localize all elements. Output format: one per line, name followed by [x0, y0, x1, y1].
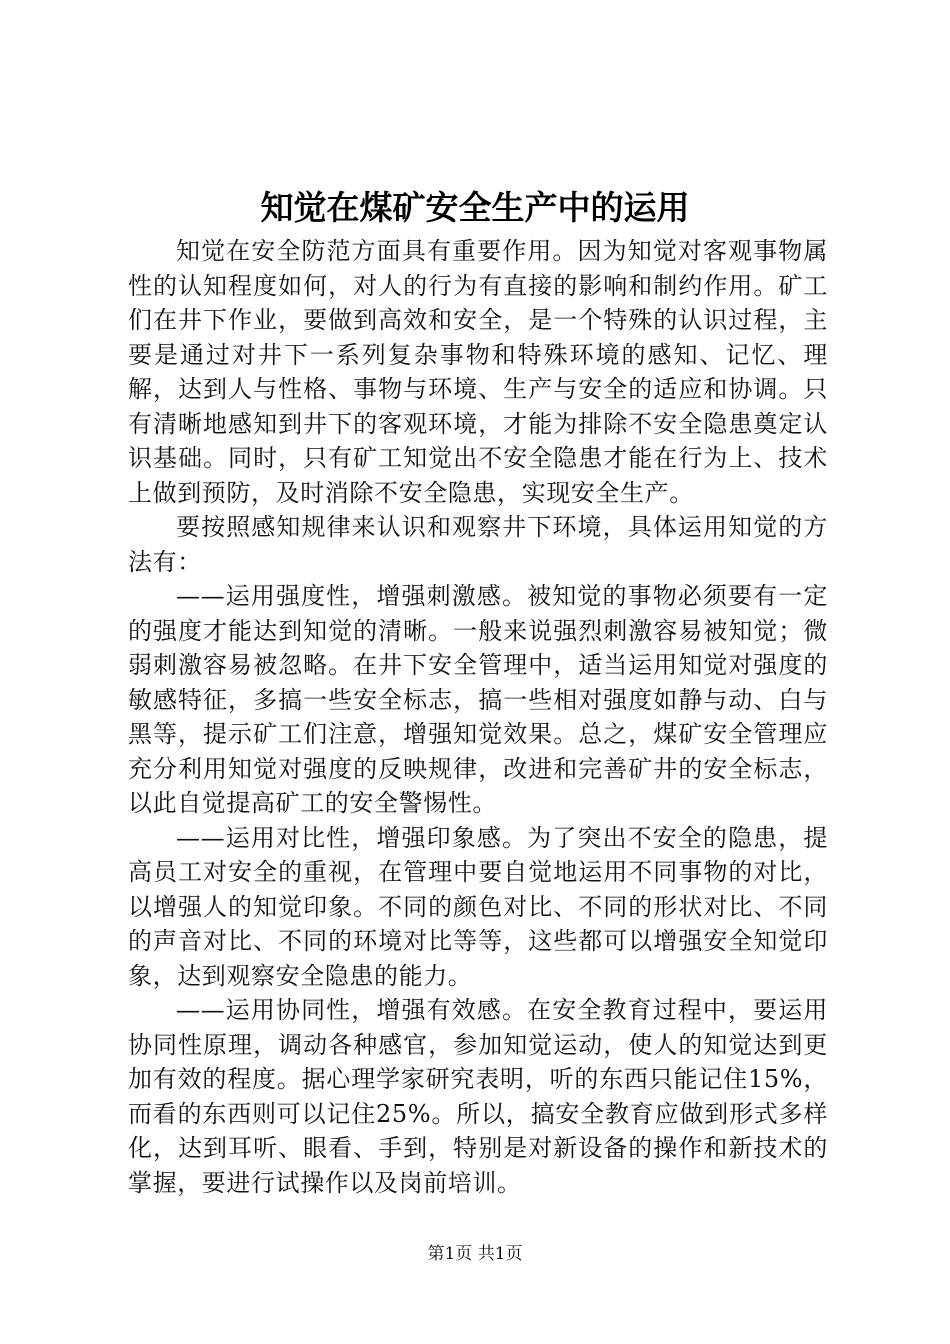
- paragraph-synergy: ——运用协同性，增强有效感。在安全教育过程中，要运用协同性原理，调动各种感官，参加知觉运动，使人的知觉达到更加有效的程度。据心理学家研究表明，听的东西只能记住15%，而看的东西则可以记住25%。所以，搞安全教育应做到形式多样化，达到耳听、眼看、手到，特别是对新设备的操作和新技术的掌握，要进行试操作以及岗前培训。: [128, 996, 828, 1197]
- document-body: [128, 234, 828, 1200]
- document-title: 知觉在煤矿安全生产中的运用: [260, 188, 690, 227]
- paragraph-contrast: ——运用对比性，增强印象感。为了突出不安全的隐患，提高员工对安全的重视，在管理中要自觉地运用不同事物的对比，以增强人的知觉印象。不同的颜色对比、不同的形状对比、不同的声音对比、不同的环境对比等等，这些都可以增强安全知觉印象，达到观察安全隐患的能力。: [128, 823, 828, 990]
- page-footer: 第1页 共1页: [427, 1244, 523, 1264]
- paragraph-intro: 知觉在安全防范方面具有重要作用。因为知觉对客观事物属性的认知程度如何，对人的行为有直接的影响和制约作用。矿工们在井下作业，要做到高效和安全，是一个特殊的认识过程，主要是通过对井下一系列复杂事物和特殊环境的感知、记忆、理解，达到人与性格、事物与环境、生产与安全的适应和协调。只有清晰地感知到井下的客观环境，才能为排除不安全隐患奠定认识基础。同时，只有矿工知觉出不安全隐患才能在行为上、技术上做到预防，及时消除不安全隐患，实现安全生产。: [128, 237, 828, 507]
- paragraph-methods: 要按照感知规律来认识和观察井下环境，具体运用知觉的方法有：: [128, 513, 828, 576]
- paragraph-intensity: ——运用强度性，增强刺激感。被知觉的事物必须要有一定的强度才能达到知觉的清晰。一般来说强烈刺激容易被知觉；微弱刺激容易被忽略。在井下安全管理中，适当运用知觉对强度的敏感特征，多搞一些安全标志，搞一些相对强度如静与动、白与黑等，提示矿工们注意，增强知觉效果。总之，煤矿安全管理应充分利用知觉对强度的反映规律，改进和完善矿井的安全标志，以此自觉提高矿工的安全警惕性。: [128, 582, 828, 817]
